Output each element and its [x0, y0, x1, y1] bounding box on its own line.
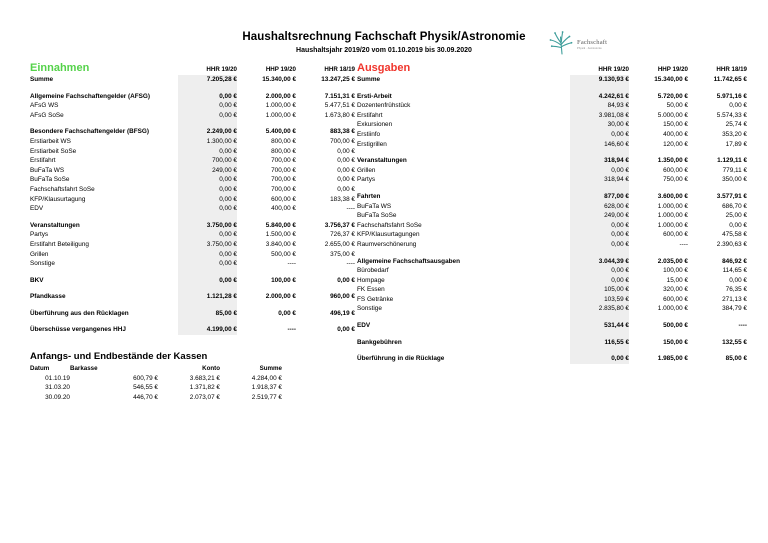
expense-item-value-2: 15,00 €	[666, 276, 688, 284]
row-spacer	[30, 214, 355, 221]
expense-item-label: KFP/Klausurtagungen	[357, 231, 420, 239]
expense-item-value-3: 76,35 €	[725, 286, 747, 294]
expense-group-label: EDV	[357, 322, 371, 330]
income-group-row	[30, 92, 355, 102]
income-group-value-3: 0,00 €	[337, 326, 355, 334]
income-item-value-3: 1.673,80 €	[324, 111, 355, 119]
expense-item-label: Erstigrillen	[357, 140, 387, 148]
income-item-value-3: 0,00 €	[337, 166, 355, 174]
expense-item-value-1: 2.835,80 €	[570, 304, 629, 314]
expense-panel	[357, 62, 747, 364]
row-spacer	[30, 318, 355, 325]
income-column-header-1: HHR 19/20	[206, 66, 237, 74]
expense-item-label: BuFaTa WS	[357, 202, 392, 210]
expense-item-value-2: 600,00 €	[663, 166, 688, 174]
expense-group-row	[357, 338, 747, 348]
expense-item-value-3: 475,58 €	[722, 231, 747, 239]
expense-item-value-3: 0,00 €	[729, 276, 747, 284]
row-spacer	[30, 269, 355, 276]
row-spacer	[30, 120, 355, 127]
kassen-barkasse: 546,55 €	[133, 384, 158, 392]
income-group-value-2: 0,00 €	[278, 309, 296, 317]
income-column-header-3: HHR 18/19	[324, 66, 355, 74]
income-group-row	[30, 325, 355, 335]
expense-item-value-3: 350,00 €	[722, 176, 747, 184]
expense-group-value-1: 116,55 €	[570, 338, 629, 348]
row-spacer	[30, 285, 355, 292]
income-group-row	[30, 276, 355, 286]
income-total-row	[30, 75, 355, 85]
expense-item-value-2: ----	[679, 240, 688, 248]
income-item-value-2: 700,00 €	[271, 176, 296, 184]
kassen-summe: 4.284,00 €	[251, 374, 282, 382]
income-item-value-1: 0,00 €	[178, 204, 237, 214]
income-group-value-2: 100,00 €	[271, 276, 296, 284]
expense-item-label: Exkursionen	[357, 121, 393, 129]
expense-item-value-2: 150,00 €	[663, 121, 688, 129]
expense-group-value-2: 3.600,00 €	[657, 192, 688, 200]
income-item-label: Partys	[30, 231, 49, 239]
kassen-barkasse: 446,70 €	[133, 393, 158, 401]
expense-item-label: Hompage	[357, 276, 385, 284]
income-item-label: Erstifahrt Beteiligung	[30, 240, 89, 248]
row-spacer	[357, 149, 747, 156]
expense-group-value-3: 846,92 €	[722, 257, 747, 265]
expense-group-label: Ersti-Arbeit	[357, 92, 392, 100]
income-item-value-2: 1.500,00 €	[265, 231, 296, 239]
income-item-row	[30, 250, 355, 260]
page-title: Haushaltsrechnung Fachschaft Physik/Astronomie	[242, 31, 526, 43]
income-group-value-1: 0,00 €	[178, 92, 237, 102]
row-spacer	[357, 347, 747, 354]
income-total-label: Summe	[30, 76, 54, 83]
income-item-row	[30, 101, 355, 111]
income-item-row	[30, 137, 355, 147]
income-item-value-2: ----	[287, 260, 296, 268]
expense-item-label: Erstifahrt	[357, 111, 383, 119]
expense-column-header-3: HHR 18/19	[716, 66, 747, 74]
expense-item-value-1: 146,60 €	[570, 140, 629, 150]
income-item-value-3: 183,38 €	[330, 195, 355, 203]
kassen-datum: 01.10.19	[45, 374, 70, 382]
expense-group-label: Allgemeine Fachschaftsausgaben	[357, 257, 460, 265]
income-group-value-3: 3.756,37 €	[324, 221, 355, 229]
expense-item-value-3: 384,79 €	[722, 305, 747, 313]
income-total-value-1: 7.205,28 €	[178, 75, 237, 85]
expense-heading: Ausgaben	[357, 62, 411, 74]
expense-item-label: FK Essen	[357, 286, 385, 294]
expense-item-value-3: 25,74 €	[725, 121, 747, 129]
kassen-section	[30, 350, 330, 402]
income-group-value-2: 2.000,00 €	[265, 92, 296, 100]
expense-group-value-1: 877,00 €	[570, 192, 629, 202]
expense-group-value-1: 318,94 €	[570, 156, 629, 166]
income-group-label: Allgemeine Fachschaftengelder (AFSG)	[30, 92, 151, 100]
expense-item-value-3: 25,00 €	[725, 212, 747, 220]
income-item-value-2: 1.000,00 €	[265, 102, 296, 110]
income-item-value-3: 0,00 €	[337, 176, 355, 184]
kassen-table	[30, 364, 282, 402]
expense-item-value-3: 17,89 €	[725, 140, 747, 148]
income-item-value-1: 0,00 €	[178, 259, 237, 269]
expense-item-row	[357, 130, 747, 140]
expense-item-value-1: 3.981,08 €	[570, 111, 629, 121]
income-group-row	[30, 309, 355, 319]
kassen-col-konto: Konto	[202, 365, 220, 372]
income-item-value-3: 0,00 €	[337, 157, 355, 165]
expense-item-value-2: 1.000,00 €	[657, 212, 688, 220]
income-item-row	[30, 195, 355, 205]
expense-item-row	[357, 140, 747, 150]
expense-group-value-3: ----	[738, 322, 747, 330]
expense-item-value-2: 1.000,00 €	[657, 221, 688, 229]
expense-item-value-3: 353,20 €	[722, 130, 747, 138]
expense-group-value-3: 85,00 €	[725, 355, 747, 363]
expense-item-value-3: 779,11 €	[722, 166, 747, 174]
expense-item-value-1: 0,00 €	[570, 166, 629, 176]
kassen-row	[30, 383, 282, 393]
income-item-value-2: 700,00 €	[271, 185, 296, 193]
expense-group-value-1: 0,00 €	[570, 354, 629, 364]
income-item-row	[30, 259, 355, 269]
row-spacer	[357, 314, 747, 321]
expense-item-value-2: 600,00 €	[663, 295, 688, 303]
expense-total-label: Summe	[357, 76, 381, 83]
expense-total-value-3: 11.742,65 €	[713, 76, 747, 83]
income-group-value-1: 2.249,00 €	[178, 127, 237, 137]
expense-item-value-1: 318,94 €	[570, 175, 629, 185]
expense-item-row	[357, 111, 747, 121]
expense-item-value-3: 686,70 €	[722, 202, 747, 210]
expense-group-value-3: 1.129,11 €	[717, 157, 747, 165]
income-group-label: Überschüsse vergangenes HHJ	[30, 326, 126, 334]
expense-item-value-2: 50,00 €	[666, 102, 688, 110]
income-total-value-3: 13.247,25 €	[321, 76, 355, 83]
expense-item-label: Dozentenfrühstück	[357, 102, 411, 110]
expense-item-row	[357, 304, 747, 314]
income-item-row	[30, 111, 355, 121]
income-item-value-1: 0,00 €	[178, 101, 237, 111]
income-item-value-2: 400,00 €	[271, 205, 296, 213]
expense-item-label: Grillen	[357, 166, 376, 174]
income-item-row	[30, 147, 355, 157]
income-item-value-3: ----	[346, 205, 355, 213]
income-item-value-1: 0,00 €	[178, 111, 237, 121]
expense-total-value-1: 9.130,93 €	[570, 75, 629, 85]
income-item-value-1: 249,00 €	[178, 166, 237, 176]
income-item-value-3: 0,00 €	[337, 185, 355, 193]
income-panel	[30, 62, 355, 335]
expense-group-row	[357, 156, 747, 166]
expense-group-label: Bankgebühren	[357, 338, 402, 346]
expense-group-row	[357, 257, 747, 267]
income-item-label: Erstiarbeit WS	[30, 137, 71, 145]
expense-table	[357, 62, 747, 364]
income-item-value-2: 500,00 €	[271, 250, 296, 258]
expense-group-value-1: 4.242,61 €	[570, 92, 629, 102]
income-group-value-1: 3.750,00 €	[178, 221, 237, 231]
page-subtitle: Haushaltsjahr 2019/20 vom 01.10.2019 bis 30.09.2020	[296, 47, 472, 54]
income-group-value-1: 1.121,28 €	[178, 292, 237, 302]
expense-group-value-2: 500,00 €	[663, 322, 688, 330]
income-item-value-3: 375,00 €	[330, 250, 355, 258]
expense-item-row	[357, 175, 747, 185]
fachschaft-logo	[548, 27, 618, 61]
kassen-datum: 30.09.20	[45, 393, 70, 401]
expense-item-value-1: 103,59 €	[570, 295, 629, 305]
kassen-row	[30, 393, 282, 403]
expense-group-value-3: 132,55 €	[722, 338, 747, 346]
expense-group-value-3: 3.577,91 €	[716, 192, 747, 200]
kassen-col-summe: Summe	[259, 365, 282, 372]
expense-item-row	[357, 285, 747, 295]
kassen-barkasse: 600,79 €	[133, 374, 158, 382]
expense-item-label: FS Getränke	[357, 295, 394, 303]
expense-group-label: Überführung in die Rücklage	[357, 355, 445, 363]
kassen-row	[30, 374, 282, 384]
kassen-col-datum: Datum	[30, 365, 50, 372]
expense-item-row	[357, 101, 747, 111]
expense-item-label: Sonstige	[357, 305, 382, 313]
expense-heading-row	[357, 62, 747, 75]
income-total-value-2: 15.340,00 €	[262, 76, 296, 83]
income-item-value-2: 700,00 €	[271, 157, 296, 165]
kassen-konto: 1.371,82 €	[189, 384, 220, 392]
expense-item-row	[357, 120, 747, 130]
expense-total-row	[357, 75, 747, 85]
income-item-value-1: 0,00 €	[178, 185, 237, 195]
expense-item-value-2: 1.000,00 €	[657, 305, 688, 313]
income-item-value-3: ----	[346, 260, 355, 268]
income-group-row	[30, 221, 355, 231]
expense-item-value-3: 271,13 €	[722, 295, 747, 303]
expense-item-row	[357, 240, 747, 250]
expense-group-value-1: 531,44 €	[570, 321, 629, 331]
logo-tagline: Physik · Astronomie	[577, 47, 602, 50]
income-item-value-2: 800,00 €	[271, 147, 296, 155]
expense-total-value-2: 15.340,00 €	[654, 76, 688, 83]
income-heading: Einnahmen	[30, 62, 90, 74]
kassen-title: Anfangs- und Endbestände der Kassen	[30, 351, 208, 362]
income-item-value-1: 1.300,00 €	[178, 137, 237, 147]
income-item-value-2: 800,00 €	[271, 137, 296, 145]
expense-group-row	[357, 321, 747, 331]
income-heading-row	[30, 62, 355, 75]
expense-group-value-2: 5.720,00 €	[657, 92, 688, 100]
income-group-value-3: 960,00 €	[330, 293, 355, 301]
income-item-row	[30, 175, 355, 185]
income-group-label: Pfandkasse	[30, 293, 66, 301]
income-item-value-1: 0,00 €	[178, 147, 237, 157]
income-item-value-3: 2.655,00 €	[324, 240, 355, 248]
income-group-value-2: ----	[287, 326, 296, 334]
expense-item-label: Fachschaftsfahrt SoSe	[357, 221, 422, 229]
expense-item-row	[357, 221, 747, 231]
row-spacer	[30, 85, 355, 92]
income-table	[30, 62, 355, 335]
income-item-row	[30, 166, 355, 176]
expense-item-row	[357, 202, 747, 212]
income-item-value-1: 3.750,00 €	[178, 240, 237, 250]
kassen-konto: 3.683,21 €	[189, 374, 220, 382]
expense-group-value-2: 1.985,00 €	[657, 355, 688, 363]
income-item-value-2: 600,00 €	[271, 195, 296, 203]
income-item-label: Erstiarbeit SoSe	[30, 147, 77, 155]
kassen-datum: 31.03.20	[45, 384, 70, 392]
expense-group-value-2: 2.035,00 €	[657, 257, 688, 265]
income-item-value-2: 700,00 €	[271, 166, 296, 174]
expense-item-label: Erstiinfo	[357, 130, 381, 138]
income-item-label: EDV	[30, 205, 44, 213]
income-item-label: Fachschaftsfahrt SoSe	[30, 185, 95, 193]
row-spacer	[30, 302, 355, 309]
row-spacer	[357, 250, 747, 257]
income-item-row	[30, 156, 355, 166]
income-group-value-2: 2.000,00 €	[265, 293, 296, 301]
expense-group-value-1: 3.044,39 €	[570, 257, 629, 267]
expense-group-row	[357, 192, 747, 202]
income-item-value-2: 3.840,00 €	[265, 240, 296, 248]
income-item-row	[30, 185, 355, 195]
expense-item-row	[357, 266, 747, 276]
income-item-row	[30, 230, 355, 240]
expense-item-row	[357, 230, 747, 240]
income-item-label: Erstifahrt	[30, 157, 56, 165]
income-group-value-3: 0,00 €	[337, 276, 355, 284]
expense-item-row	[357, 276, 747, 286]
row-spacer	[357, 85, 747, 92]
income-column-header-2: HHP 19/20	[265, 66, 296, 74]
expense-group-label: Fahrten	[357, 192, 381, 200]
expense-group-value-2: 150,00 €	[663, 338, 688, 346]
income-item-value-1: 0,00 €	[178, 175, 237, 185]
income-item-row	[30, 204, 355, 214]
expense-group-label: Veranstaltungen	[357, 157, 407, 165]
kassen-summe: 2.519,77 €	[251, 393, 282, 401]
income-item-value-3: 0,00 €	[337, 147, 355, 155]
income-item-value-3: 5.477,51 €	[324, 102, 355, 110]
document-header	[0, 30, 768, 56]
kassen-col-barkasse: Barkasse	[70, 365, 98, 372]
expense-item-value-3: 114,65 €	[722, 267, 747, 275]
logo-wordmark: Fachschaft	[577, 39, 608, 46]
income-item-value-2: 1.000,00 €	[265, 111, 296, 119]
expense-group-value-3: 5.971,16 €	[716, 92, 747, 100]
income-group-label: Überführung aus den Rücklagen	[30, 309, 129, 317]
income-item-value-1: 0,00 €	[178, 195, 237, 205]
expense-item-value-1: 0,00 €	[570, 221, 629, 231]
expense-item-value-2: 1.000,00 €	[657, 202, 688, 210]
expense-item-label: Partys	[357, 176, 376, 184]
income-group-value-3: 496,19 €	[330, 309, 355, 317]
income-item-label: Sonstige	[30, 260, 55, 268]
expense-item-value-1: 628,00 €	[570, 202, 629, 212]
income-group-value-3: 883,38 €	[330, 128, 355, 136]
expense-item-row	[357, 166, 747, 176]
expense-item-label: Raumverschönerung	[357, 240, 417, 248]
expense-column-header-2: HHP 19/20	[657, 66, 688, 74]
expense-group-value-2: 1.350,00 €	[657, 157, 688, 165]
expense-item-value-2: 600,00 €	[663, 231, 688, 239]
income-item-value-1: 700,00 €	[178, 156, 237, 166]
income-group-label: Besondere Fachschaftengelder (BFSG)	[30, 128, 149, 136]
kassen-header-row	[30, 364, 282, 374]
expense-item-value-2: 120,00 €	[663, 140, 688, 148]
income-group-value-3: 7.151,31 €	[324, 92, 355, 100]
income-item-label: BuFaTa WS	[30, 166, 65, 174]
income-group-value-1: 4.199,00 €	[178, 325, 237, 335]
expense-item-value-2: 100,00 €	[663, 267, 688, 275]
expense-item-label: BuFaTa SoSe	[357, 212, 397, 220]
expense-group-row	[357, 354, 747, 364]
expense-item-value-1: 0,00 €	[570, 266, 629, 276]
income-group-label: BKV	[30, 276, 44, 284]
income-group-value-2: 5.400,00 €	[265, 128, 296, 136]
income-item-value-3: 700,00 €	[330, 137, 355, 145]
expense-item-value-1: 0,00 €	[570, 240, 629, 250]
income-group-value-2: 5.840,00 €	[265, 221, 296, 229]
income-item-row	[30, 240, 355, 250]
income-group-label: Veranstaltungen	[30, 221, 80, 229]
expense-item-label: Bürobedarf	[357, 267, 389, 275]
expense-item-value-3: 5.574,33 €	[716, 111, 747, 119]
row-spacer	[357, 185, 747, 192]
income-item-label: Grillen	[30, 250, 49, 258]
kassen-summe: 1.918,37 €	[251, 384, 282, 392]
kassen-konto: 2.073,07 €	[189, 393, 220, 401]
expense-item-row	[357, 295, 747, 305]
income-item-value-3: 726,37 €	[330, 231, 355, 239]
expense-item-value-1: 0,00 €	[570, 230, 629, 240]
expense-item-value-3: 0,00 €	[729, 102, 747, 110]
expense-group-row	[357, 92, 747, 102]
expense-item-value-1: 0,00 €	[570, 130, 629, 140]
income-item-label: KFP/Klausurtagung	[30, 195, 86, 203]
expense-item-value-1: 84,93 €	[570, 101, 629, 111]
income-item-value-1: 0,00 €	[178, 250, 237, 260]
expense-item-value-2: 320,00 €	[663, 286, 688, 294]
row-spacer	[357, 331, 747, 338]
expense-item-value-1: 249,00 €	[570, 211, 629, 221]
income-group-value-1: 0,00 €	[178, 276, 237, 286]
expense-item-value-1: 0,00 €	[570, 276, 629, 286]
expense-item-value-2: 5.000,00 €	[657, 111, 688, 119]
income-group-row	[30, 292, 355, 302]
income-group-value-1: 85,00 €	[178, 309, 237, 319]
expense-item-value-1: 30,00 €	[570, 120, 629, 130]
income-item-label: AFsG WS	[30, 102, 59, 110]
income-item-label: AFsG SoSe	[30, 111, 64, 119]
expense-item-value-1: 105,00 €	[570, 285, 629, 295]
expense-item-value-3: 0,00 €	[729, 221, 747, 229]
expense-item-value-2: 750,00 €	[663, 176, 688, 184]
income-group-row	[30, 127, 355, 137]
expense-item-row	[357, 211, 747, 221]
income-item-label: BuFaTa SoSe	[30, 176, 70, 184]
expense-item-value-3: 2.390,63 €	[716, 240, 747, 248]
income-item-value-1: 0,00 €	[178, 230, 237, 240]
expense-item-value-2: 400,00 €	[663, 130, 688, 138]
expense-column-header-1: HHR 19/20	[598, 66, 629, 74]
